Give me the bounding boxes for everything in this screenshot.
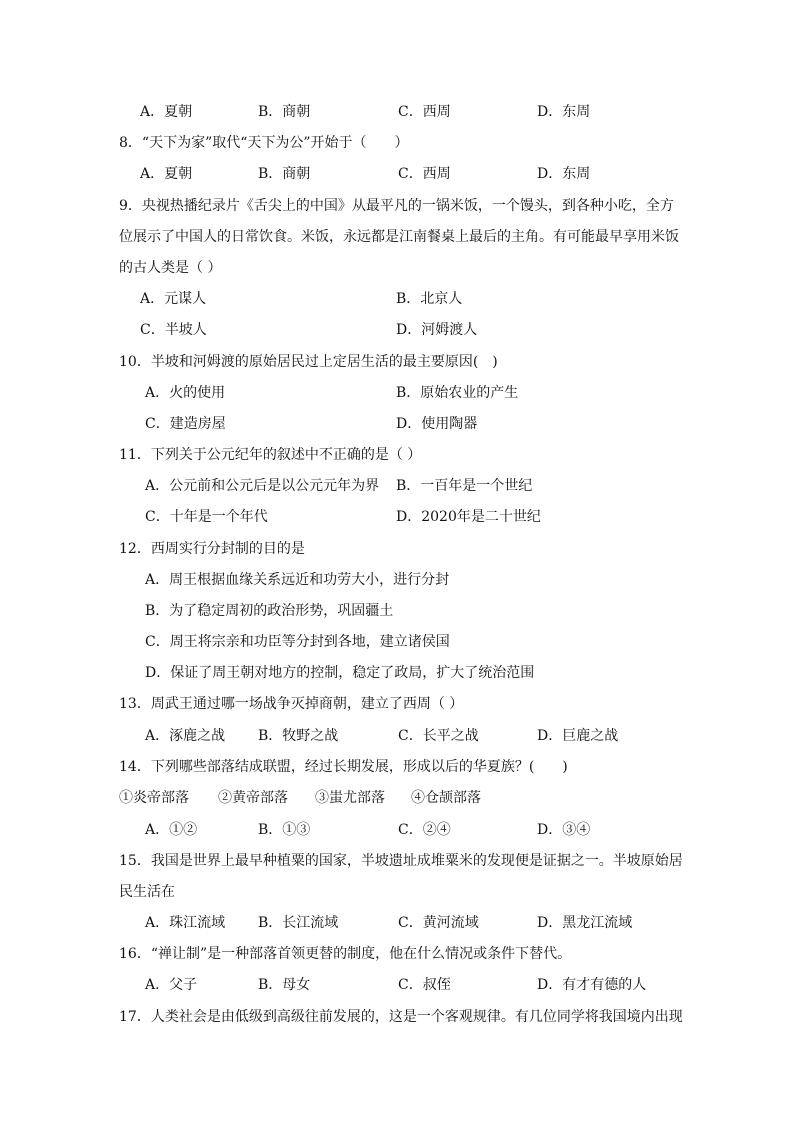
option-c: C．西周 [398, 104, 451, 120]
question-17-stem: 17．人类社会是由低级到高级往前发展的，这是一个客观规律。有几位同学将我国境内出现 [119, 1009, 683, 1025]
option-d: D．黑龙江流域 [537, 915, 633, 931]
option-c: C．半坡人 [140, 322, 207, 338]
option-c: C．周王将宗亲和功臣等分封到各地，建立诸侯国 [145, 634, 450, 650]
option-d: D．保证了周王朝对地方的控制，稳定了政局，扩大了统治范围 [145, 665, 535, 681]
option-d: D．东周 [537, 104, 591, 120]
option-d: D．有才有德的人 [537, 977, 647, 993]
option-d: D．巨鹿之战 [537, 728, 619, 744]
option-a: A．①② [145, 822, 198, 838]
option-b: B．①③ [258, 822, 311, 838]
option-a: A．火的使用 [145, 385, 226, 401]
option-c: C．建造房屋 [145, 416, 226, 432]
option-a: A．夏朝 [140, 166, 193, 182]
question-9-stem-line-2: 位展示了中国人的日常饮食。米饭，永远都是江南餐桌上最后的主角。有可能最早享用米饭 [119, 229, 679, 245]
option-b: B．原始农业的产生 [396, 385, 519, 401]
tribe-item-2: ②黄帝部落 [218, 790, 288, 806]
question-9-stem-line-1: 9．央视热播纪录片《舌尖上的中国》从最平凡的一锅米饭，一个馒头，到各种小吃，全方 [119, 198, 674, 214]
option-a: A．夏朝 [140, 104, 193, 120]
option-b: B．母女 [258, 977, 311, 993]
option-d: D．③④ [537, 822, 591, 838]
option-a: A．涿鹿之战 [145, 728, 226, 744]
tribe-item-4: ④仓颉部落 [411, 790, 481, 806]
option-c: C．西周 [398, 166, 451, 182]
option-a: A．父子 [145, 977, 198, 993]
tribe-item-1: ①炎帝部落 [119, 790, 189, 806]
question-13-stem: 13．周武王通过哪一场战争灭掉商朝，建立了西周（ ） [119, 696, 464, 712]
option-b: B．一百年是一个世纪 [396, 478, 533, 494]
option-b: B．为了稳定周初的政治形势，巩固疆土 [145, 603, 394, 619]
option-c: C．黄河流域 [398, 915, 479, 931]
option-a: A．公元前和公元后是以公元元年为界 [145, 478, 380, 494]
question-11-stem: 11．下列关于公元纪年的叙述中不正确的是（ ） [119, 447, 422, 463]
option-b: B．长江流域 [258, 915, 339, 931]
option-c: C．长平之战 [398, 728, 479, 744]
option-d: D．使用陶器 [396, 416, 478, 432]
option-a: A．珠江流域 [145, 915, 226, 931]
option-b: B．商朝 [258, 104, 311, 120]
question-9-stem-line-3: 的古人类是（ ） [119, 260, 222, 276]
question-14-stem: 14．下列哪些部落结成联盟，经过长期发展，形成以后的华夏族？( ) [119, 759, 568, 775]
option-c: C．②④ [398, 822, 451, 838]
question-10-stem: 10．半坡和河姆渡的原始居民过上定居生活的最主要原因( ) [119, 354, 498, 370]
question-12-stem: 12．西周实行分封制的目的是 [119, 541, 305, 557]
option-c: C．十年是一个年代 [145, 509, 268, 525]
option-d: D．河姆渡人 [396, 322, 478, 338]
question-15-stem-line-2: 民生活在 [119, 884, 175, 900]
question-15-stem-line-1: 15．我国是世界上最早种植粟的国家，半坡遗址成堆粟米的发现便是证据之一。半坡原始居 [119, 853, 683, 869]
option-b: B．北京人 [396, 291, 463, 307]
tribe-item-3: ③蚩尤部落 [315, 790, 385, 806]
question-8-stem: 8．“天下为家”取代“天下为公”开始于（ ） [119, 135, 409, 151]
option-d: D．2020年是二十世纪 [396, 509, 541, 525]
question-16-stem: 16．“禅让制”是一种部落首领更替的制度，他在什么情况或条件下替代。 [119, 946, 572, 962]
option-c: C．叔侄 [398, 977, 451, 993]
option-d: D．东周 [537, 166, 591, 182]
option-a: A．周王根据血缘关系远近和功劳大小，进行分封 [145, 572, 450, 588]
option-b: B．牧野之战 [258, 728, 339, 744]
option-a: A．元谋人 [140, 291, 207, 307]
option-b: B．商朝 [258, 166, 311, 182]
